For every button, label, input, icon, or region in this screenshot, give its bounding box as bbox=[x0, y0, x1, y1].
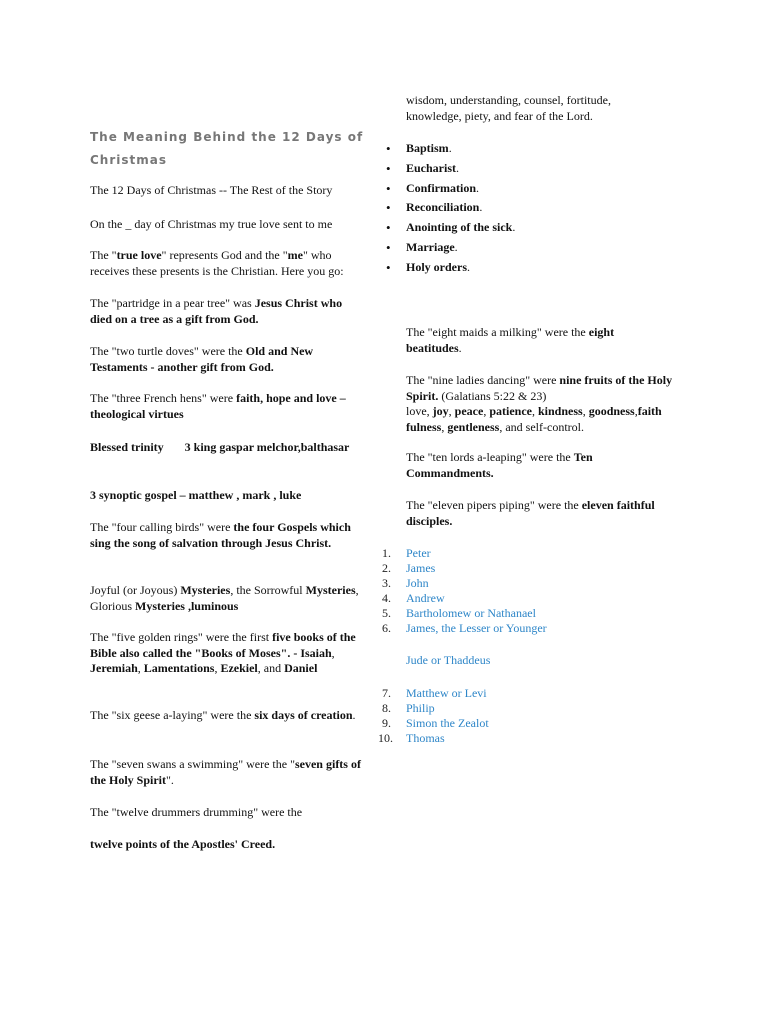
list-item: 7. Matthew or Levi bbox=[382, 686, 487, 700]
sacraments-list bbox=[384, 141, 684, 280]
list-item: 5. Bartholomew or Nathanael bbox=[382, 606, 536, 620]
paragraph-turtle-doves: The "two turtle doves" were the Old and New Testaments - another gift from God. bbox=[90, 344, 314, 374]
paragraph-ladies: The "nine ladies dancing" were nine fruits of the Holy Spirit. (Galatians 5:22 & 23) love, joy, peace, patience, kindness, goodness,faith fulness, gentleness, and self-control. bbox=[406, 373, 673, 434]
paragraph-swans: The "seven swans a swimming" were the "seven gifts of the Holy Spirit". bbox=[90, 757, 361, 787]
paragraph-trinity: Blessed trinity 3 king gaspar melchor,balthasar bbox=[90, 440, 350, 454]
paragraph-lords: The "ten lords a-leaping" were the Ten Commandments. bbox=[406, 450, 593, 480]
list-item: 4. Andrew bbox=[382, 591, 445, 605]
paragraph-apostles-creed: twelve points of the Apostles' Creed. bbox=[90, 837, 276, 851]
paragraph-pipers: The "eleven pipers piping" were the eleven faithful disciples. bbox=[406, 498, 655, 528]
list-item: • Confirmation. bbox=[384, 181, 684, 201]
list-item: 6. James, the Lesser or Younger bbox=[382, 621, 547, 635]
paragraph-synoptic: 3 synoptic gospel – matthew , mark , luke bbox=[90, 488, 302, 502]
list-item: 1. Peter bbox=[382, 546, 431, 560]
paragraph-geese: The "six geese a-laying" were the six days of creation. bbox=[90, 708, 356, 722]
list-item: 9. Simon the Zealot bbox=[382, 716, 489, 730]
list-item: 10. Thomas bbox=[378, 731, 445, 745]
list-item: • Marriage. bbox=[384, 240, 684, 260]
list-item: • Anointing of the sick. bbox=[384, 220, 684, 240]
paragraph-mysteries: Joyful (or Joyous) Mysteries, the Sorrowful Mysteries, Glorious Mysteries ,luminous bbox=[90, 583, 359, 613]
disciples-list bbox=[384, 546, 684, 636]
gifts-of-spirit-line: wisdom, understanding, counsel, fortitude, knowledge, piety, and fear of the Lord. bbox=[406, 93, 611, 123]
paragraph-golden-rings: The "five golden rings" were the first five books of the Bible also called the "Books of Moses". - Isaiah, Jeremiah, Lamentations, Ezekiel, and Daniel bbox=[90, 630, 356, 675]
list-item: • Eucharist. bbox=[384, 161, 684, 181]
paragraph-french-hens: The "three French hens" were faith, hope and love – theological virtues bbox=[90, 391, 346, 421]
intro-line: On the _ day of Christmas my true love sent to me bbox=[90, 217, 333, 231]
list-item: 8. Philip bbox=[382, 701, 435, 715]
paragraph-partridge: The "partridge in a pear tree" was Jesus Christ who died on a tree as a gift from God. bbox=[90, 296, 343, 326]
disciple-jude: Jude or Thaddeus bbox=[406, 653, 491, 667]
list-item: 2. James bbox=[382, 561, 436, 575]
paragraph-maids: The "eight maids a milking" were the eight beatitudes. bbox=[406, 325, 615, 355]
paragraph-drummers: The "twelve drummers drumming" were the bbox=[90, 805, 303, 819]
list-item: • Reconciliation. bbox=[384, 200, 684, 220]
paragraph-true-love: The "true love" represents God and the "me" who receives these presents is the Christian. Here you go: bbox=[90, 248, 344, 278]
list-item: • Holy orders. bbox=[384, 260, 684, 280]
subtitle: The 12 Days of Christmas -- The Rest of the Story bbox=[90, 183, 333, 197]
disciples-list-continued bbox=[378, 686, 684, 746]
list-item: • Baptism. bbox=[384, 141, 684, 161]
paragraph-calling-birds: The "four calling birds" were the four Gospels which sing the song of salvation through Jesus Christ. bbox=[90, 520, 351, 550]
list-item: 3. John bbox=[382, 576, 429, 590]
page-title: The Meaning Behind the 12 Days of Christmas bbox=[90, 130, 364, 167]
